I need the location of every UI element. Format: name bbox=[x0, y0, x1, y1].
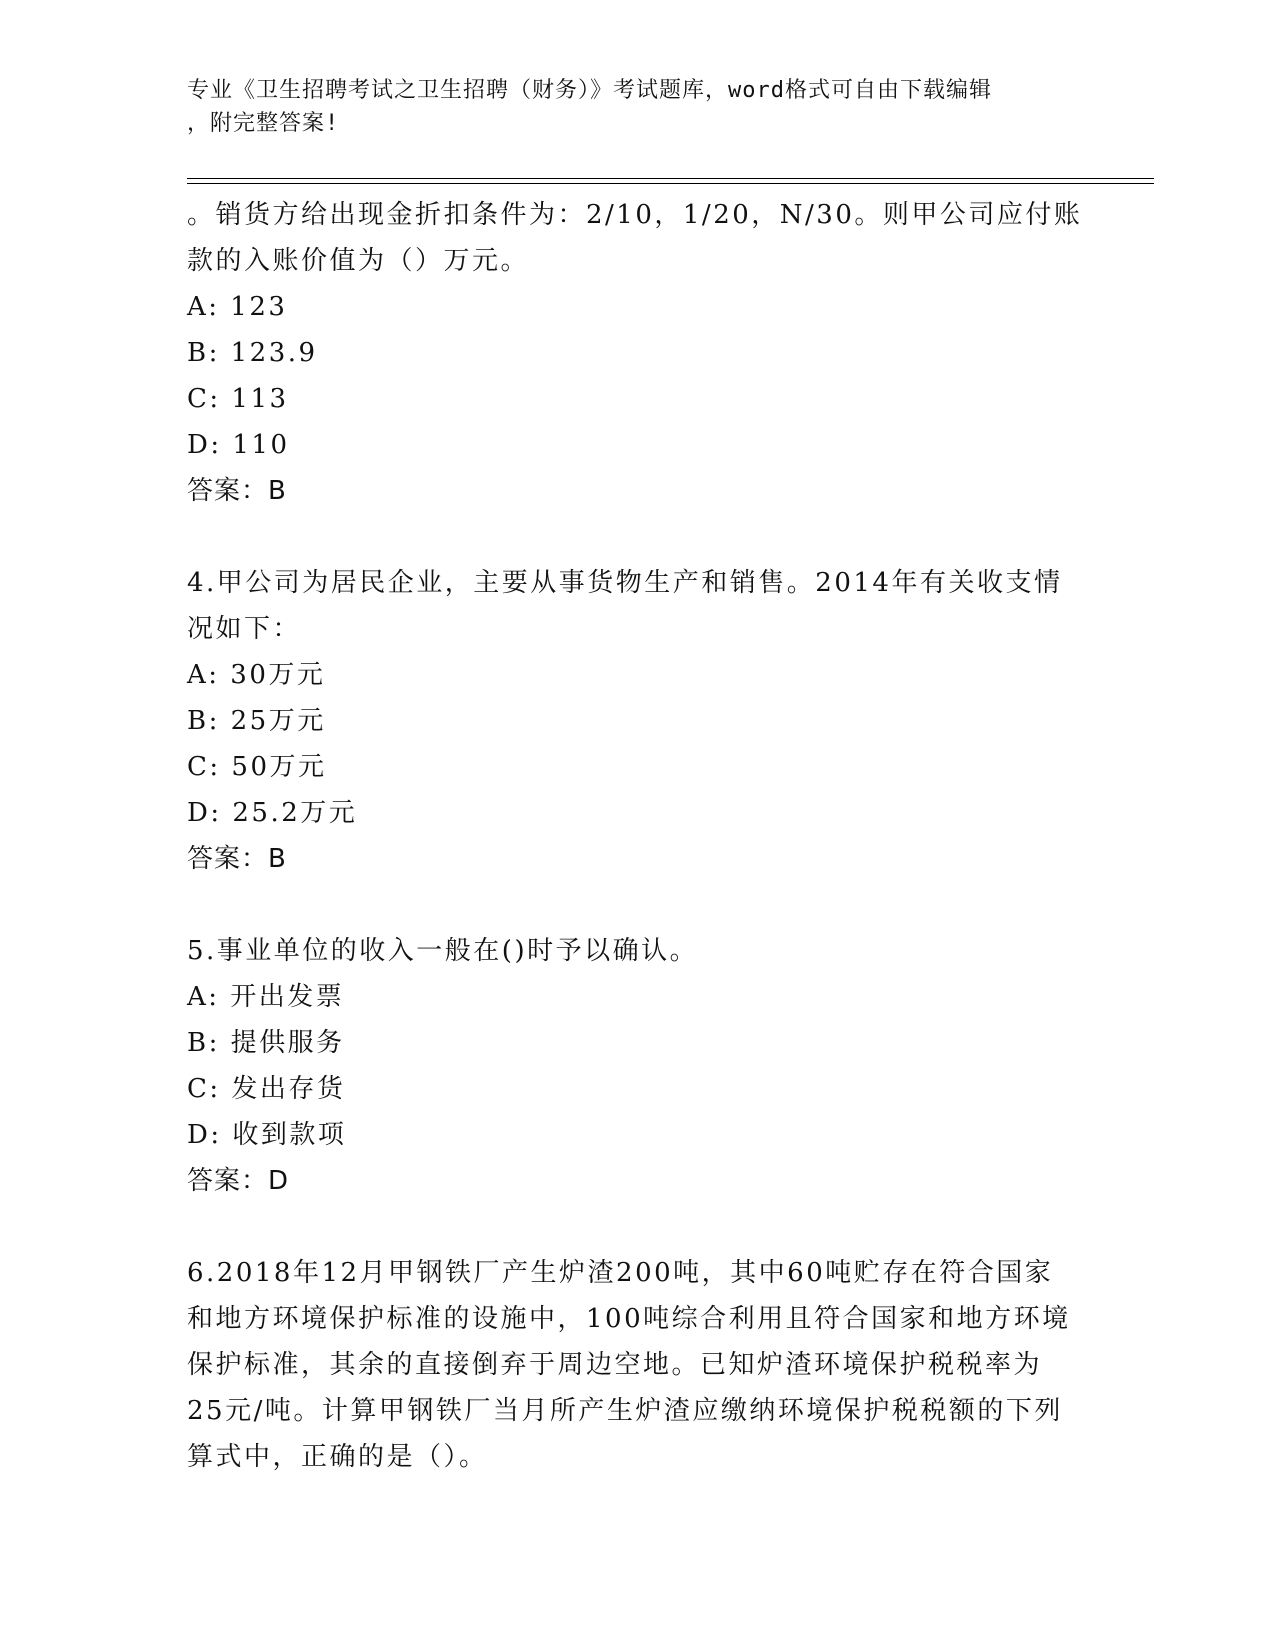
question-6 bbox=[187, 1250, 1087, 1480]
header-line-2: ，附完整答案! bbox=[187, 111, 340, 136]
option-b: B: 123.9 bbox=[187, 338, 318, 368]
option-c: C: 50万元 bbox=[187, 752, 327, 782]
question-list bbox=[187, 192, 1087, 1526]
answer: 答案：B bbox=[187, 844, 287, 874]
question-4 bbox=[187, 560, 1087, 882]
option-c: C: 发出存货 bbox=[187, 1074, 346, 1104]
question-stem-line: 保护标准，其余的直接倒弃于周边空地。已知炉渣环境保护税税率为 bbox=[187, 1350, 1043, 1380]
question-stem-line: 况如下： bbox=[187, 614, 302, 644]
question-5 bbox=[187, 928, 1087, 1204]
question-stem-line: 4.甲公司为居民企业，主要从事货物生产和销售。2014年有关收支情 bbox=[187, 568, 1063, 598]
question-stem-line: 6.2018年12月甲钢铁厂产生炉渣200吨，其中60吨贮存在符合国家 bbox=[187, 1258, 1054, 1288]
option-b: B: 提供服务 bbox=[187, 1028, 345, 1058]
answer: 答案：B bbox=[187, 476, 287, 506]
option-a: A: 123 bbox=[187, 292, 288, 322]
option-a: A: 30万元 bbox=[187, 660, 326, 690]
question-stem-line: 款的入账价值为（）万元。 bbox=[187, 246, 530, 276]
option-b: B: 25万元 bbox=[187, 706, 326, 736]
option-c: C: 113 bbox=[187, 384, 289, 414]
question-stem-line: 5.事业单位的收入一般在()时予以确认。 bbox=[187, 936, 699, 966]
question-stem-line: 算式中，正确的是（）。 bbox=[187, 1442, 488, 1472]
answer: 答案：D bbox=[187, 1166, 290, 1196]
option-d: D: 收到款项 bbox=[187, 1120, 347, 1150]
document-header bbox=[187, 74, 1067, 140]
header-rule-top bbox=[187, 178, 1154, 179]
question-stem-line: 。销货方给出现金折扣条件为：2/10，1/20，N/30。则甲公司应付账 bbox=[187, 200, 1083, 230]
option-d: D: 110 bbox=[187, 430, 290, 460]
header-rule-bottom bbox=[187, 183, 1154, 184]
question-3 bbox=[187, 192, 1087, 514]
option-d: D: 25.2万元 bbox=[187, 798, 358, 828]
header-line-1: 专业《卫生招聘考试之卫生招聘（财务）》考试题库，word格式可自由下载编辑 bbox=[187, 78, 992, 103]
question-stem-line: 和地方环境保护标准的设施中，100吨综合利用且符合国家和地方环境 bbox=[187, 1304, 1071, 1334]
question-stem-line: 25元/吨。计算甲钢铁厂当月所产生炉渣应缴纳环境保护税税额的下列 bbox=[187, 1396, 1063, 1426]
option-a: A: 开出发票 bbox=[187, 982, 345, 1012]
